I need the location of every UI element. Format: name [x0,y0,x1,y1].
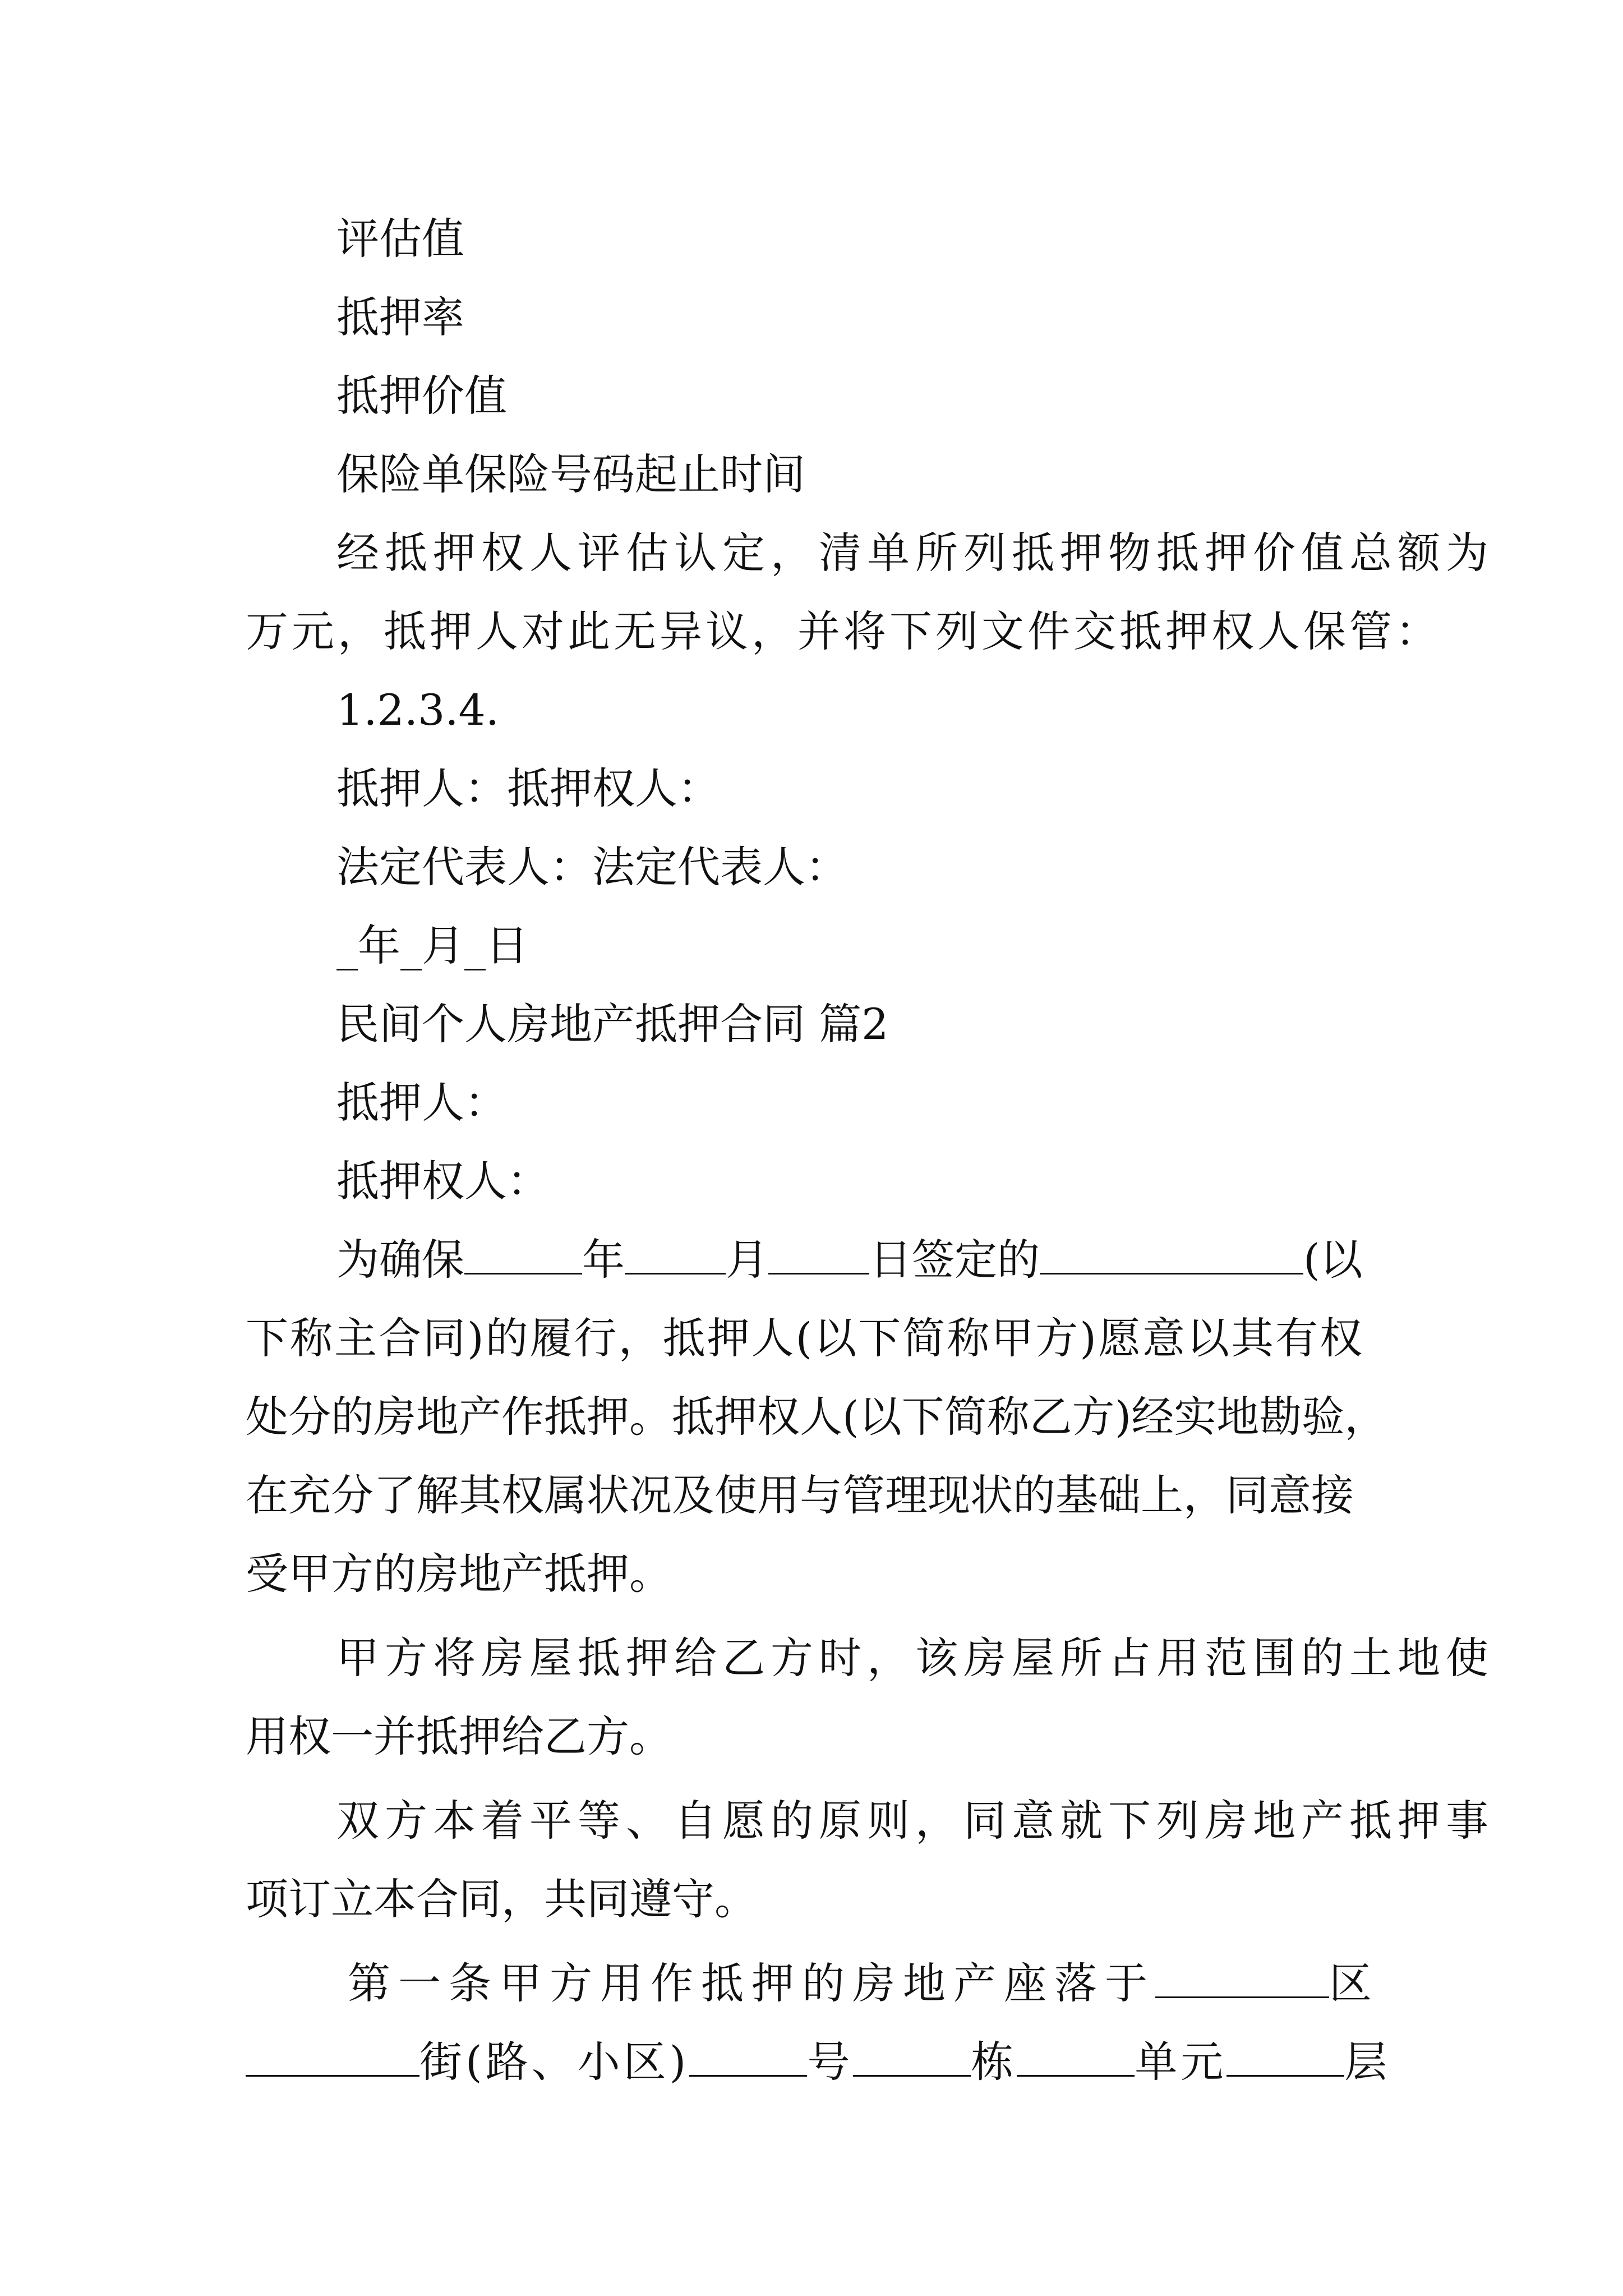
fill-blank [625,1238,726,1274]
text-segment: 层 [1344,2037,1391,2087]
fill-blank [1017,2040,1135,2077]
text-segment: 月 [726,1235,768,1285]
text-segment: 第一条甲方用作抵押的房地产座落于 [348,1958,1155,2008]
text-line: 1.2.3.4. [336,685,500,735]
text-segment: 日签定的 [869,1235,1040,1285]
text-segment: 街(路、小区) [419,2037,690,2087]
fill-blank [1040,1238,1303,1274]
fill-blank [464,1238,582,1274]
fill-blank [246,2040,419,2077]
text-line: _年_月_日 [336,921,528,970]
text-line: 经抵押权人评估认定，清单所列抵押物抵押价值总额为 [336,528,1494,578]
paragraph-line [336,1233,1363,1287]
paragraph-line [348,1957,1380,2010]
text-segment: 为确保 [336,1235,464,1285]
text-segment: (以 [1303,1235,1363,1285]
text-line: 评估值 [336,214,464,264]
fill-blank [853,2040,971,2077]
text-line: 法定代表人：法定代表人： [336,842,848,892]
text-segment: 年 [582,1235,625,1285]
text-line: 抵押价值 [336,371,507,421]
fill-blank [1227,2040,1344,2077]
paragraph-line: 项订立本合同，共同遵守。 [246,1874,757,1924]
fill-blank [1155,1962,1329,1998]
paragraph-line [246,2035,1390,2089]
text-line: 抵押率 [336,292,464,342]
paragraph-line: 用权一并抵押给乙方。 [246,1711,672,1761]
paragraph-line: 处分的房地产作抵押。抵押权人(以下简称乙方)经实地勘验， [246,1392,1387,1442]
text-line: 万元，抵押人对此无异议，并将下列文件交抵押权人保管： [246,606,1441,656]
text-line: 抵押人：抵押权人： [336,763,720,813]
paragraph-line: 在充分了解其权属状况及使用与管理现状的基础上，同意接 [246,1470,1354,1520]
paragraph-line: 甲方将房屋抵押给乙方时，该房屋所占用范围的土地使 [336,1633,1494,1683]
text-line: 抵押权人： [336,1156,550,1206]
section-heading: 民间个人房地产抵押合同 篇2 [336,999,889,1049]
text-segment: 单元 [1135,2037,1227,2087]
text-line: 抵押人： [336,1078,507,1128]
paragraph-line: 受甲方的房地产抵押。 [246,1549,672,1599]
text-segment: 栋 [971,2037,1017,2087]
paragraph-line: 下称主合同)的履行，抵押人(以下简称甲方)愿意以其有权 [246,1313,1364,1363]
fill-blank [768,1238,869,1274]
text-segment: 区 [1329,1958,1380,2008]
fill-blank [689,2040,807,2077]
text-segment: 号 [807,2037,854,2087]
text-line: 保险单保险号码起止时间 [336,449,805,499]
paragraph-line: 双方本着平等、自愿的原则，同意就下列房地产抵押事 [336,1796,1494,1846]
